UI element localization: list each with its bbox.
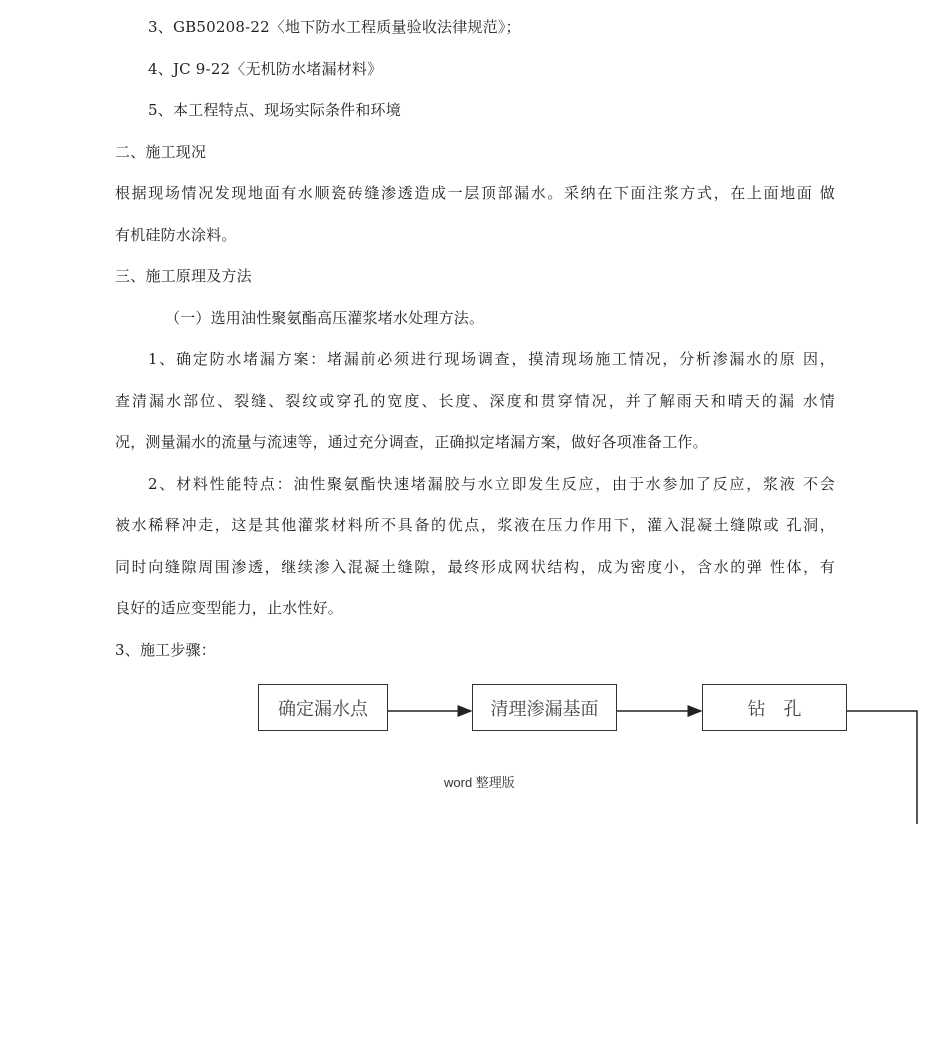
paragraph-material-line-4: 良好的适应变型能力，止水性好。 (115, 599, 344, 617)
paragraph-material-line-2: 被水稀释冲走，这是其他灌浆材料所不具备的优点，浆液在压力作用下，灌入混凝土缝隙或 孔洞， (115, 516, 835, 534)
paragraph-plan-line-2: 查清漏水部位、裂缝、裂纹或穿孔的宽度、长度、深度和贯穿情况，并了解雨天和晴天的漏 水情 (115, 392, 835, 410)
section-heading-construction-status: 二、施工现况 (115, 143, 207, 161)
section-heading-principle-method: 三、施工原理及方法 (115, 267, 252, 285)
flow-step-locate-leak (258, 684, 388, 731)
flow-step-clean-surface-label: 清理渗漏基面 (490, 698, 599, 720)
paragraph-plan-line-1: 1、确定防水堵漏方案：堵漏前必须进行现场调查，摸清现场施工情况，分析渗漏水的原 因， (148, 350, 835, 368)
flow-step-locate-leak-label: 确定漏水点 (278, 698, 368, 720)
paragraph-status-line-1: 根据现场情况发现地面有水顺瓷砖缝渗透造成一层顶部漏水。采纳在下面注浆方式，在上面地面 做 (115, 184, 835, 202)
flow-step-clean-surface (472, 684, 617, 731)
paragraph-plan-line-3: 况，测量漏水的流量与流速等，通过充分调查，正确拟定堵漏方案，做好各项准备工作。 (115, 433, 708, 451)
reference-item-3: 3、GB50208-22〈地下防水工程质量验收法律规范》； (148, 18, 521, 36)
flow-step-drill (702, 684, 847, 731)
subsection-heading-method-1: （一）选用油性聚氨酯高压灌浆堵水处理方法。 (165, 309, 485, 327)
paragraph-status-line-2: 有机硅防水涂料。 (115, 226, 237, 244)
page-footer-label: word 整理版 (444, 775, 515, 790)
paragraph-material-line-3: 同时向缝隙周围渗透，继续渗入混凝土缝隙，最终形成网状结构，成为密度小，含水的弹 性体，有 (115, 558, 835, 576)
steps-heading: 3、施工步骤： (115, 641, 216, 659)
reference-item-4: 4、JC 9-22〈无机防水堵漏材料》 (148, 60, 383, 78)
reference-item-5: 5、本工程特点、现场实际条件和环境 (148, 101, 401, 119)
paragraph-material-line-1: 2、材料性能特点：油性聚氨酯快速堵漏胶与水立即发生反应，由于水参加了反应，浆液 不会 (148, 475, 835, 493)
flow-step-drill-label: 钻 孔 (747, 698, 802, 720)
connector-step3-down (846, 711, 917, 824)
